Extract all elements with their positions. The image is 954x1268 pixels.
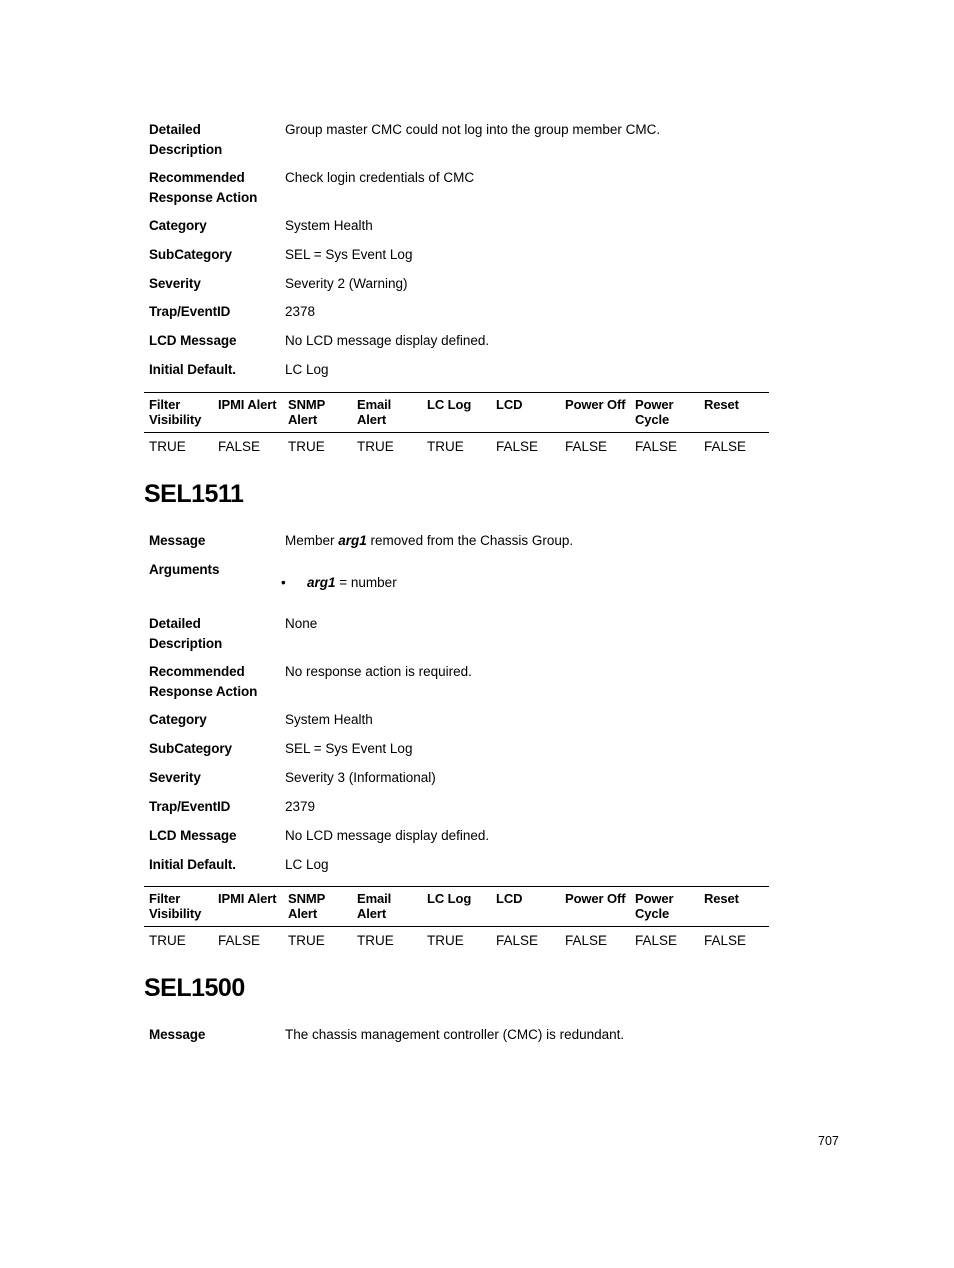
detail-value: No LCD message display defined. xyxy=(285,828,490,843)
detail-value: None xyxy=(285,616,318,631)
filter-value: FALSE xyxy=(496,933,539,948)
filter-header: LCD xyxy=(496,891,523,906)
message-value: The chassis management controller (CMC) is redundant. xyxy=(285,1027,625,1042)
filter-header: IPMI Alert xyxy=(218,397,277,412)
filter-header: Reset xyxy=(704,397,739,412)
section-heading: SEL1500 xyxy=(144,974,245,1002)
detail-label: SubCategory xyxy=(149,247,232,262)
filter-value: FALSE xyxy=(218,933,261,948)
filter-value: TRUE xyxy=(427,439,464,454)
table-rule xyxy=(144,392,769,393)
filter-value: TRUE xyxy=(357,439,394,454)
message-label: Message xyxy=(149,1027,206,1042)
filter-header: Email Alert xyxy=(357,397,392,427)
detail-label: Severity xyxy=(149,276,201,291)
filter-value: TRUE xyxy=(288,933,325,948)
detail-value: LC Log xyxy=(285,857,329,872)
detail-label: Trap/EventID xyxy=(149,799,231,814)
filter-header: Filter Visibility xyxy=(149,397,202,427)
message-text: Member xyxy=(285,533,339,548)
filter-header: Power Off xyxy=(565,397,626,412)
filter-header: LC Log xyxy=(427,397,472,412)
filter-header: SNMP Alert xyxy=(288,397,325,427)
argument-type: = number xyxy=(335,575,397,590)
detail-label: Recommended Response Action xyxy=(149,170,258,205)
detail-value: System Health xyxy=(285,218,373,233)
message-argument: arg1 xyxy=(338,533,367,548)
filter-header: LC Log xyxy=(427,891,472,906)
filter-value: FALSE xyxy=(635,439,678,454)
argument-name: arg1 xyxy=(307,575,336,590)
filter-value: FALSE xyxy=(565,933,608,948)
detail-value: No LCD message display defined. xyxy=(285,333,490,348)
detail-label: Detailed Description xyxy=(149,616,223,651)
arguments-label: Arguments xyxy=(149,562,220,577)
message-value xyxy=(285,531,765,551)
bullet-icon: • xyxy=(281,575,286,590)
filter-value: FALSE xyxy=(496,439,539,454)
page-number: 707 xyxy=(818,1134,839,1148)
detail-label: Severity xyxy=(149,770,201,785)
detail-label: Category xyxy=(149,712,207,727)
detail-label: Recommended Response Action xyxy=(149,664,258,699)
detail-value: System Health xyxy=(285,712,373,727)
detail-label: Initial Default. xyxy=(149,857,236,872)
filter-value: FALSE xyxy=(565,439,608,454)
section-heading: SEL1511 xyxy=(144,480,244,508)
filter-header: Power Cycle xyxy=(635,891,674,921)
table-rule xyxy=(144,886,769,887)
detail-value: Severity 3 (Informational) xyxy=(285,770,436,785)
filter-header: Power Cycle xyxy=(635,397,674,427)
filter-header: Email Alert xyxy=(357,891,392,921)
filter-value: TRUE xyxy=(149,439,186,454)
filter-value: TRUE xyxy=(149,933,186,948)
detail-value: LC Log xyxy=(285,362,329,377)
message-text: removed from the Chassis Group. xyxy=(366,533,574,548)
detail-value: SEL = Sys Event Log xyxy=(285,247,413,262)
detail-label: SubCategory xyxy=(149,741,232,756)
filter-value: FALSE xyxy=(704,933,747,948)
filter-value: TRUE xyxy=(427,933,464,948)
filter-header: LCD xyxy=(496,397,523,412)
message-label: Message xyxy=(149,533,206,548)
filter-header: Reset xyxy=(704,891,739,906)
detail-value: No response action is required. xyxy=(285,664,472,679)
detail-label: Category xyxy=(149,218,207,233)
detail-label: LCD Message xyxy=(149,333,237,348)
filter-value: TRUE xyxy=(357,933,394,948)
filter-value: FALSE xyxy=(635,933,678,948)
detail-label: LCD Message xyxy=(149,828,237,843)
detail-label: Trap/EventID xyxy=(149,304,231,319)
detail-label: Initial Default. xyxy=(149,362,236,377)
filter-header: Power Off xyxy=(565,891,626,906)
detail-value: SEL = Sys Event Log xyxy=(285,741,413,756)
filter-header: Filter Visibility xyxy=(149,891,202,921)
table-rule xyxy=(144,926,769,927)
argument-item xyxy=(281,573,397,593)
filter-value: FALSE xyxy=(704,439,747,454)
filter-header: SNMP Alert xyxy=(288,891,325,921)
detail-value: Severity 2 (Warning) xyxy=(285,276,408,291)
detail-value: Group master CMC could not log into the group member CMC. xyxy=(285,122,661,137)
filter-value: FALSE xyxy=(218,439,261,454)
detail-value: 2378 xyxy=(285,304,316,319)
table-rule xyxy=(144,432,769,433)
filter-value: TRUE xyxy=(288,439,325,454)
detail-value: 2379 xyxy=(285,799,316,814)
detail-label: Detailed Description xyxy=(149,122,223,157)
filter-header: IPMI Alert xyxy=(218,891,277,906)
detail-value: Check login credentials of CMC xyxy=(285,170,475,185)
